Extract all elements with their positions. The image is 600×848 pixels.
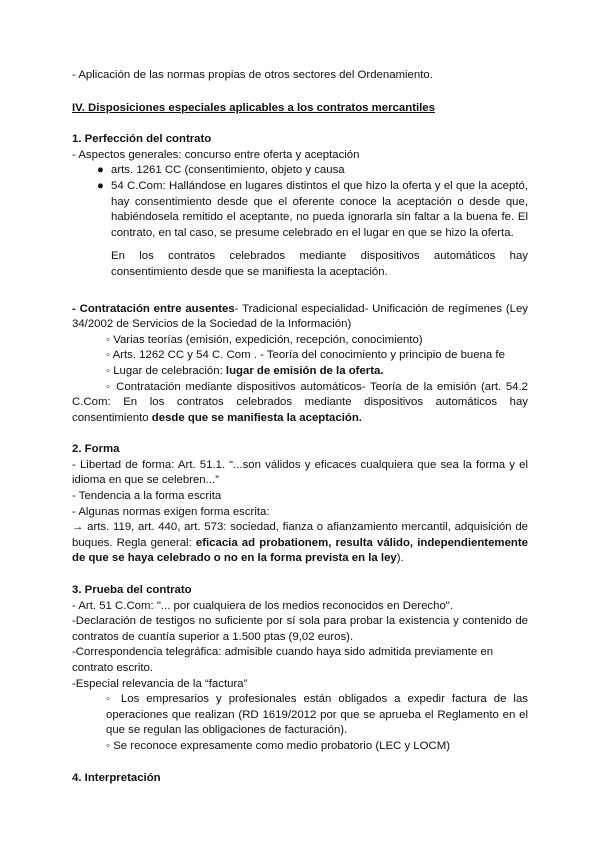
sub-item-factura: ◦ Los empresarios y profesionales están obligados a expedir factura de las operaciones que realizan (RD 1619/2012 por que se aprueba el Reglamento en el que se regulan las obligaciones de facturación). <box>106 693 528 737</box>
regla-general <box>72 520 528 567</box>
ausentes-label: - Contratación entre ausentes <box>72 302 235 315</box>
bullet-icon: ● <box>97 179 104 192</box>
intro-line: - Aplicación de las normas propias de otros sectores del Ordenamiento. <box>72 69 433 81</box>
list-item <box>97 163 528 179</box>
sub-item-lugar <box>72 364 528 380</box>
prueba-art51: - Art. 51 C.Com: "... por cualquiera de los medios reconocidos en Derecho". <box>72 599 453 612</box>
bullet-text: 54 C.Com: Hallándose en lugares distintos el que hizo la oferta y el que la aceptó, hay consentimiento desde que el oferente conoce la aceptación o desde que, habiéndosela remitido el aceptante, no pueda ignorarla sin faltar a la buena fe. El contrato, en tal caso, se presume celebrado en el lugar en que se hizo la oferta. <box>111 179 528 239</box>
regla-general-bold: eficacia ad probationem, resulta válido, independientemente de que se haya celebrado o no en la forma prevista en la ley <box>72 536 528 565</box>
sub-item-lugar-bold: lugar de emisión de la oferta. <box>225 364 384 377</box>
document-page <box>72 68 528 786</box>
sub-item-teorias: ◦ Varias teorías (emisión, expedición, recepción, conocimiento) <box>106 333 423 346</box>
regla-general-text: → arts. 119, art. 440, art. 573: sociedad, fianza o afianzamiento mercantil, adquisición de buques. Regla general: <box>72 521 528 549</box>
sub-item-dispositivos-text: ◦ Contratación mediante dispositivos automáticos- Teoría de la emisión (art. 54.2 C.Com: En los contratos celebrados mediante dispositivos automáticos hay consentimiento <box>72 380 528 424</box>
heading-interpretacion: 4. Interpretación <box>72 771 161 784</box>
tendencia-forma: - Tendencia a la forma escrita <box>72 490 222 503</box>
sub-item-dispositivos-bold: desde que se manifiesta la aceptación. <box>151 411 362 424</box>
ausentes-text: - Tradicional especialidad- Unificación de regímenes (Ley 34/2002 de Servicios de la Sociedad de la Información) <box>72 302 528 331</box>
libertad-forma: - Libertad de forma: Art. 51.1. “...son válidos y eficaces cualquiera que sea la forma y el idioma en que se celebren...” <box>72 458 528 487</box>
list-item <box>97 179 528 241</box>
bullet-text: arts. 1261 CC (consentimiento, objeto y causa <box>111 164 345 177</box>
aspectos-generales: - Aspectos generales: concurso entre oferta y aceptación <box>72 148 360 161</box>
prueba-telegrafica: -Correspondencia telegráfica: admisible cuando haya sido admitida previamente en contrato escrito. <box>72 646 494 674</box>
prueba-factura: -Especial relevancia de la “factura” <box>72 677 248 690</box>
heading-perfeccion: 1. Perfección del contrato <box>72 133 212 146</box>
sub-item-medio-probatorio: ◦ Se reconoce expresamente como medio probatorio (LEC y LOCM) <box>106 739 451 752</box>
dispositivos-paragraph: En los contratos celebrados mediante dispositivos automáticos hay consentimiento desde que se manifiesta la aceptación. <box>111 250 528 278</box>
sub-item-lugar-text: ◦ Lugar de celebración: <box>106 364 226 377</box>
normas-forma-escrita: - Algunas normas exigen forma escrita: <box>72 505 270 518</box>
sub-item-arts: ◦ Arts. 1262 CC y 54 C. Com . - Teoría del conocimiento y principio de buena fe <box>106 349 505 362</box>
contratacion-ausentes <box>72 302 528 333</box>
bullet-list <box>72 163 528 241</box>
regla-general-end: ). <box>396 552 404 565</box>
prueba-testigos: -Declaración de testigos no suficiente por sí sola para probar la existencia y contenido de contratos de cuantía superior a 1.500 ptas (9,02 euros). <box>72 615 528 643</box>
sub-item-dispositivos <box>72 380 528 427</box>
heading-forma: 2. Forma <box>72 443 120 456</box>
section-title: IV. Disposiciones especiales aplicables a los contratos mercantiles <box>72 101 435 114</box>
heading-prueba: 3. Prueba del contrato <box>72 584 192 597</box>
bullet-icon: ● <box>97 164 104 177</box>
